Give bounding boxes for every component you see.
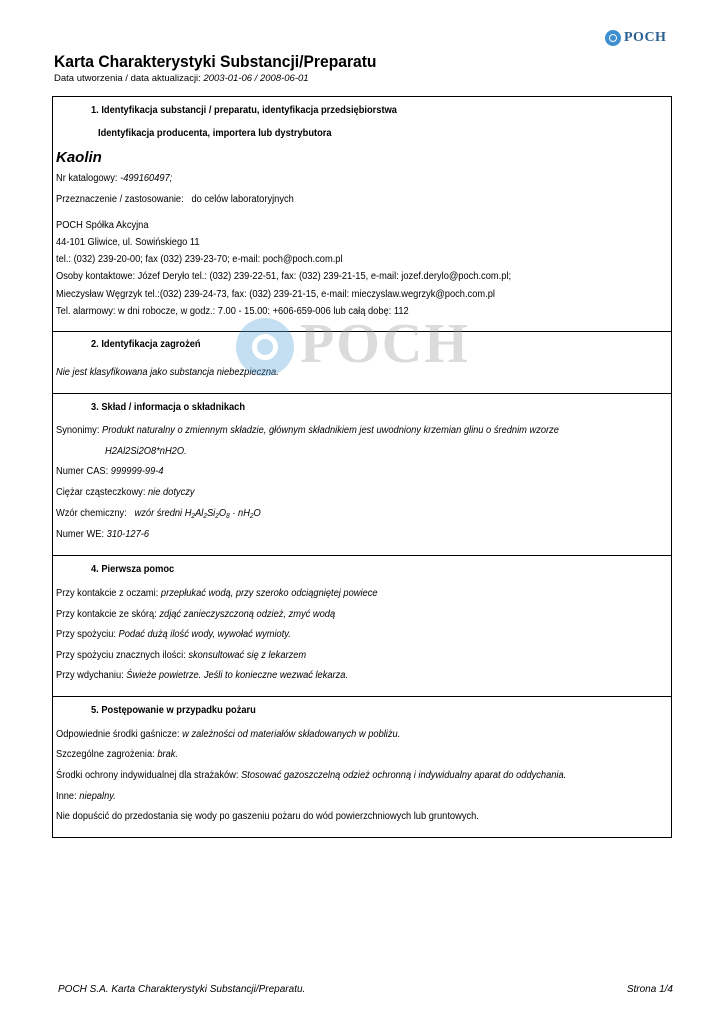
contact-person-1: Osoby kontaktowe: Józef Deryło tel.: (032) 239-22-51, fax: (032) 239-21-15, e-mail: jozef.derylo@poch.com.pl; bbox=[56, 271, 512, 282]
company-phone: tel.: (032) 239-20-00; fax (032) 239-23-70; e-mail: poch@poch.com.pl bbox=[56, 254, 343, 265]
first-aid-label: Przy kontakcie z oczami: bbox=[56, 588, 159, 599]
first-aid-large-ingestion bbox=[56, 650, 306, 662]
footer-document-name: POCH S.A. Karta Charakterystyki Substancji/Preparatu. bbox=[58, 984, 306, 995]
molecular-weight bbox=[56, 487, 195, 499]
synonyms-value: Produkt naturalny o zmiennym składzie, głównym składnikiem jest uwodniony krzemian glinu o średnim wzorze bbox=[102, 425, 559, 436]
purpose-label: Przeznaczenie / zastosowanie: bbox=[56, 194, 184, 205]
firefighter-protection bbox=[56, 770, 566, 782]
fire-extinguishing-media bbox=[56, 729, 400, 741]
contact-person-2: Mieczysław Węgrzyk tel.:(032) 239-24-73, fax: (032) 239-21-15, e-mail: mieczyslaw.wegrzyk@poch.com.pl bbox=[56, 289, 495, 300]
synonyms bbox=[56, 425, 559, 437]
document-title: Karta Charakterystyki Substancji/Preparatu bbox=[54, 52, 377, 71]
formula-subscript: 2 bbox=[191, 513, 196, 520]
fire-label: Inne: bbox=[56, 791, 77, 802]
poch-logo-icon bbox=[605, 30, 621, 46]
first-aid-value: zdjąć zanieczyszczoną odzież, zmyć wodą bbox=[159, 609, 336, 620]
fire-water-note: Nie dopuścić do przedostania się wody po gaszeniu pożaru do wód powierzchniowych lub gruntowych. bbox=[56, 811, 479, 822]
formula-subscript: 2 bbox=[203, 513, 207, 520]
fire-value: niepalny. bbox=[79, 791, 116, 802]
sds-frame bbox=[52, 96, 672, 838]
company-name: POCH Spółka Akcyjna bbox=[56, 220, 149, 231]
catalog-number bbox=[56, 173, 172, 185]
formula-subscript: 2 bbox=[215, 513, 219, 520]
section-3-heading: 3. Skład / informacja o składnikach bbox=[91, 402, 246, 413]
catalog-value: -499160497; bbox=[120, 173, 173, 184]
section-4-heading: 4. Pierwsza pomoc bbox=[91, 564, 175, 575]
formula-element: H bbox=[184, 508, 192, 519]
cas-number bbox=[56, 466, 164, 478]
first-aid-label: Przy spożyciu znacznych ilości: bbox=[56, 650, 186, 661]
formula-subscript: 2 bbox=[249, 513, 254, 520]
fire-value: brak. bbox=[157, 749, 179, 760]
company-address: 44-101 Gliwice, ul. Sowińskiego 11 bbox=[56, 237, 200, 248]
we-label: Numer WE: bbox=[56, 529, 105, 540]
first-aid-value: Świeże powietrze. Jeśli to konieczne wezwać lekarza. bbox=[126, 670, 349, 681]
purpose bbox=[56, 194, 294, 206]
first-aid-label: Przy wdychaniu: bbox=[56, 670, 124, 681]
footer-page-number: Strona 1/4 bbox=[626, 984, 673, 995]
purpose-value: do celów laboratoryjnych bbox=[191, 194, 294, 205]
formula-element: Al bbox=[195, 508, 204, 519]
fire-label: Środki ochrony indywidualnej dla strażaków: bbox=[56, 770, 239, 781]
section-2-heading: 2. Identyfikacja zagrożeń bbox=[91, 339, 201, 350]
first-aid-label: Przy kontakcie ze skórą: bbox=[56, 609, 157, 620]
weight-label: Ciężar cząsteczkowy: bbox=[56, 487, 146, 498]
document-dates bbox=[54, 73, 309, 84]
we-value: 310-127-6 bbox=[106, 529, 150, 540]
first-aid-eyes bbox=[56, 588, 378, 600]
formula-subscript: 8 bbox=[226, 513, 230, 520]
first-aid-skin bbox=[56, 609, 335, 621]
emergency-phone: Tel. alarmowy: w dni robocze, w godz.: 7.00 - 15.00: +606-659-006 lub całą dobę: 112 bbox=[56, 306, 409, 317]
fire-value: Stosować gazoszczelną odzież ochronną i indywidualny aparat do oddychania. bbox=[241, 770, 567, 781]
section-divider bbox=[53, 393, 671, 394]
section-1-heading: 1. Identyfikacja substancji / preparatu, identyfikacja przedsiębiorstwa bbox=[91, 105, 397, 116]
cas-value: 999999-99-4 bbox=[110, 466, 164, 477]
first-aid-value: Podać dużą ilość wody, wywołać wymioty. bbox=[118, 629, 291, 640]
synonyms-label: Synonimy: bbox=[56, 425, 100, 436]
fire-special-hazards bbox=[56, 749, 178, 761]
date-value: 2003-01-06 / 2008-06-01 bbox=[203, 73, 309, 84]
synonyms-formula bbox=[105, 446, 187, 458]
hazard-text: Nie jest klasyfikowana jako substancja niebezpieczna. bbox=[56, 367, 279, 378]
fire-other bbox=[56, 791, 116, 803]
first-aid-value: skonsultować się z lekarzem bbox=[188, 650, 307, 661]
hazard-statement bbox=[56, 367, 279, 379]
section-divider bbox=[53, 331, 671, 332]
fire-value: w zależności od materiałów składowanych w pobliżu. bbox=[182, 729, 401, 740]
formula-element: Si bbox=[206, 508, 216, 519]
section-divider bbox=[53, 555, 671, 556]
section-1-subheading: Identyfikacja producenta, importera lub dystrybutora bbox=[98, 128, 332, 139]
product-name: Kaolin bbox=[56, 149, 102, 166]
first-aid-inhalation bbox=[56, 670, 348, 682]
formula-prefix: wzór średni bbox=[134, 508, 183, 519]
weight-value: nie dotyczy bbox=[147, 487, 195, 498]
first-aid-ingestion bbox=[56, 629, 291, 641]
first-aid-label: Przy spożyciu: bbox=[56, 629, 116, 640]
formula-label: Wzór chemiczny: bbox=[56, 508, 127, 519]
we-number bbox=[56, 529, 149, 541]
synonyms-formula-text: H2Al2Si2O8*nH2O. bbox=[105, 446, 187, 457]
chemical-formula bbox=[56, 508, 261, 520]
fire-label: Szczególne zagrożenia: bbox=[56, 749, 155, 760]
formula-element: O bbox=[253, 508, 261, 519]
formula-element: · nH bbox=[229, 508, 250, 519]
poch-logo bbox=[605, 28, 666, 48]
first-aid-value: przepłukać wodą, przy szeroko odciągniętej powiece bbox=[160, 588, 378, 599]
watermark-text: POCH bbox=[300, 313, 470, 375]
formula-value bbox=[135, 508, 261, 519]
date-label: Data utworzenia / data aktualizacji: bbox=[54, 73, 201, 84]
logo-text: POCH bbox=[624, 30, 667, 45]
catalog-label: Nr katalogowy: bbox=[56, 173, 118, 184]
section-5-heading: 5. Postępowanie w przypadku pożaru bbox=[91, 705, 256, 716]
section-divider bbox=[53, 696, 671, 697]
fire-label: Odpowiednie środki gaśnicze: bbox=[56, 729, 180, 740]
cas-label: Numer CAS: bbox=[56, 466, 109, 477]
formula-element: O bbox=[218, 508, 227, 519]
